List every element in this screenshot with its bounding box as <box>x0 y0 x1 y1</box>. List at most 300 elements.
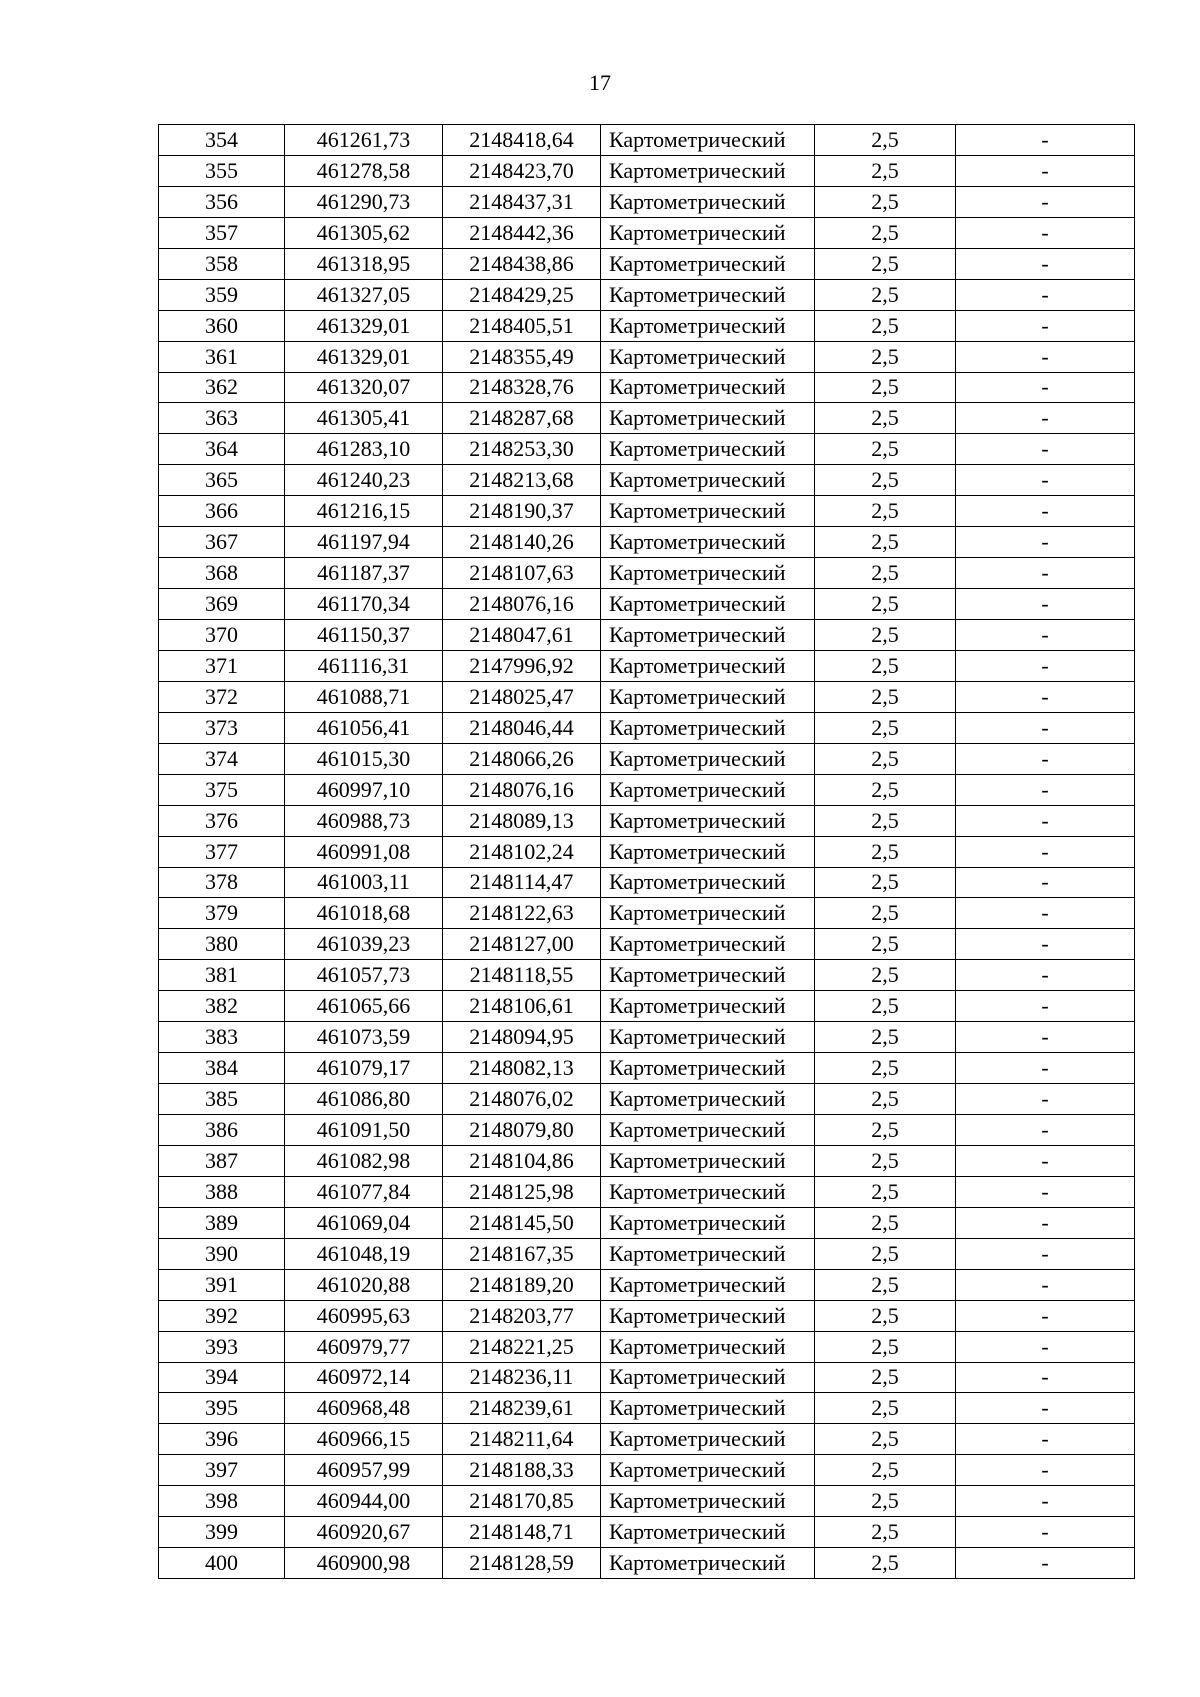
description-cell: - <box>956 496 1135 527</box>
accuracy-cell: 2,5 <box>815 589 956 620</box>
accuracy-cell: 2,5 <box>815 1176 956 1207</box>
accuracy-cell: 2,5 <box>815 1331 956 1362</box>
table-row <box>159 1362 1135 1393</box>
description-cell: - <box>956 1022 1135 1053</box>
table-row <box>159 125 1135 156</box>
x-coordinate-cell: 461329,01 <box>285 310 443 341</box>
accuracy-cell: 2,5 <box>815 1393 956 1424</box>
method-cell: Картометрический <box>601 248 815 279</box>
description-cell: - <box>956 774 1135 805</box>
x-coordinate-cell: 461057,73 <box>285 960 443 991</box>
point-number-cell: 366 <box>159 496 285 527</box>
x-coordinate-cell: 461086,80 <box>285 1084 443 1115</box>
description-cell: - <box>956 1455 1135 1486</box>
table-row <box>159 991 1135 1022</box>
description-cell: - <box>956 1362 1135 1393</box>
x-coordinate-cell: 460995,63 <box>285 1300 443 1331</box>
x-coordinate-cell: 461091,50 <box>285 1115 443 1146</box>
table-row <box>159 1207 1135 1238</box>
table-row <box>159 867 1135 898</box>
accuracy-cell: 2,5 <box>815 372 956 403</box>
table-row <box>159 774 1135 805</box>
accuracy-cell: 2,5 <box>815 867 956 898</box>
point-number-cell: 399 <box>159 1517 285 1548</box>
method-cell: Картометрический <box>601 1053 815 1084</box>
accuracy-cell: 2,5 <box>815 248 956 279</box>
description-cell: - <box>956 279 1135 310</box>
y-coordinate-cell: 2148046,44 <box>443 712 601 743</box>
accuracy-cell: 2,5 <box>815 1207 956 1238</box>
x-coordinate-cell: 461216,15 <box>285 496 443 527</box>
point-number-cell: 394 <box>159 1362 285 1393</box>
table-row <box>159 186 1135 217</box>
x-coordinate-cell: 461318,95 <box>285 248 443 279</box>
description-cell: - <box>956 929 1135 960</box>
accuracy-cell: 2,5 <box>815 310 956 341</box>
y-coordinate-cell: 2148076,02 <box>443 1084 601 1115</box>
x-coordinate-cell: 461020,88 <box>285 1269 443 1300</box>
description-cell: - <box>956 1084 1135 1115</box>
description-cell: - <box>956 1269 1135 1300</box>
x-coordinate-cell: 461320,07 <box>285 372 443 403</box>
y-coordinate-cell: 2148423,70 <box>443 155 601 186</box>
y-coordinate-cell: 2148066,26 <box>443 743 601 774</box>
description-cell: - <box>956 465 1135 496</box>
accuracy-cell: 2,5 <box>815 186 956 217</box>
description-cell: - <box>956 743 1135 774</box>
method-cell: Картометрический <box>601 1115 815 1146</box>
y-coordinate-cell: 2148188,33 <box>443 1455 601 1486</box>
description-cell: - <box>956 186 1135 217</box>
table-row <box>159 1145 1135 1176</box>
x-coordinate-cell: 461261,73 <box>285 125 443 156</box>
description-cell: - <box>956 589 1135 620</box>
accuracy-cell: 2,5 <box>815 805 956 836</box>
description-cell: - <box>956 867 1135 898</box>
description-cell: - <box>956 1145 1135 1176</box>
x-coordinate-cell: 461079,17 <box>285 1053 443 1084</box>
description-cell: - <box>956 1424 1135 1455</box>
description-cell: - <box>956 434 1135 465</box>
y-coordinate-cell: 2148107,63 <box>443 558 601 589</box>
description-cell: - <box>956 372 1135 403</box>
table-row <box>159 960 1135 991</box>
method-cell: Картометрический <box>601 1548 815 1579</box>
y-coordinate-cell: 2148221,25 <box>443 1331 601 1362</box>
method-cell: Картометрический <box>601 898 815 929</box>
method-cell: Картометрический <box>601 310 815 341</box>
point-number-cell: 357 <box>159 217 285 248</box>
y-coordinate-cell: 2148405,51 <box>443 310 601 341</box>
point-number-cell: 371 <box>159 650 285 681</box>
y-coordinate-cell: 2148236,11 <box>443 1362 601 1393</box>
y-coordinate-cell: 2148211,64 <box>443 1424 601 1455</box>
table-row <box>159 681 1135 712</box>
table-row <box>159 527 1135 558</box>
description-cell: - <box>956 1115 1135 1146</box>
method-cell: Картометрический <box>601 496 815 527</box>
accuracy-cell: 2,5 <box>815 620 956 651</box>
y-coordinate-cell: 2148118,55 <box>443 960 601 991</box>
accuracy-cell: 2,5 <box>815 1455 956 1486</box>
x-coordinate-cell: 460966,15 <box>285 1424 443 1455</box>
method-cell: Картометрический <box>601 1486 815 1517</box>
table-row <box>159 929 1135 960</box>
x-coordinate-cell: 461077,84 <box>285 1176 443 1207</box>
description-cell: - <box>956 1393 1135 1424</box>
point-number-cell: 397 <box>159 1455 285 1486</box>
y-coordinate-cell: 2148082,13 <box>443 1053 601 1084</box>
y-coordinate-cell: 2148106,61 <box>443 991 601 1022</box>
method-cell: Картометрический <box>601 1238 815 1269</box>
y-coordinate-cell: 2147996,92 <box>443 650 601 681</box>
x-coordinate-cell: 461003,11 <box>285 867 443 898</box>
accuracy-cell: 2,5 <box>815 774 956 805</box>
description-cell: - <box>956 341 1135 372</box>
point-number-cell: 396 <box>159 1424 285 1455</box>
point-number-cell: 373 <box>159 712 285 743</box>
point-number-cell: 391 <box>159 1269 285 1300</box>
accuracy-cell: 2,5 <box>815 125 956 156</box>
accuracy-cell: 2,5 <box>815 991 956 1022</box>
accuracy-cell: 2,5 <box>815 496 956 527</box>
x-coordinate-cell: 460920,67 <box>285 1517 443 1548</box>
method-cell: Картометрический <box>601 403 815 434</box>
method-cell: Картометрический <box>601 1176 815 1207</box>
method-cell: Картометрический <box>601 712 815 743</box>
point-number-cell: 377 <box>159 836 285 867</box>
y-coordinate-cell: 2148167,35 <box>443 1238 601 1269</box>
method-cell: Картометрический <box>601 527 815 558</box>
x-coordinate-cell: 461278,58 <box>285 155 443 186</box>
method-cell: Картометрический <box>601 1517 815 1548</box>
y-coordinate-cell: 2148190,37 <box>443 496 601 527</box>
point-number-cell: 358 <box>159 248 285 279</box>
x-coordinate-cell: 461283,10 <box>285 434 443 465</box>
table-row <box>159 558 1135 589</box>
table-row <box>159 1486 1135 1517</box>
method-cell: Картометрический <box>601 960 815 991</box>
y-coordinate-cell: 2148429,25 <box>443 279 601 310</box>
y-coordinate-cell: 2148148,71 <box>443 1517 601 1548</box>
point-number-cell: 363 <box>159 403 285 434</box>
x-coordinate-cell: 460972,14 <box>285 1362 443 1393</box>
table-row <box>159 1115 1135 1146</box>
table-row <box>159 836 1135 867</box>
accuracy-cell: 2,5 <box>815 155 956 186</box>
table-row <box>159 1238 1135 1269</box>
table-row <box>159 1176 1135 1207</box>
x-coordinate-cell: 461069,04 <box>285 1207 443 1238</box>
table-row <box>159 1084 1135 1115</box>
point-number-cell: 381 <box>159 960 285 991</box>
method-cell: Картометрический <box>601 1393 815 1424</box>
x-coordinate-cell: 461150,37 <box>285 620 443 651</box>
description-cell: - <box>956 898 1135 929</box>
table-row <box>159 712 1135 743</box>
method-cell: Картометрический <box>601 1362 815 1393</box>
table-row <box>159 434 1135 465</box>
y-coordinate-cell: 2148189,20 <box>443 1269 601 1300</box>
table-row <box>159 248 1135 279</box>
description-cell: - <box>956 1486 1135 1517</box>
description-cell: - <box>956 712 1135 743</box>
description-cell: - <box>956 1176 1135 1207</box>
point-number-cell: 354 <box>159 125 285 156</box>
accuracy-cell: 2,5 <box>815 558 956 589</box>
x-coordinate-cell: 461187,37 <box>285 558 443 589</box>
method-cell: Картометрический <box>601 217 815 248</box>
accuracy-cell: 2,5 <box>815 341 956 372</box>
x-coordinate-cell: 461056,41 <box>285 712 443 743</box>
y-coordinate-cell: 2148076,16 <box>443 589 601 620</box>
accuracy-cell: 2,5 <box>815 650 956 681</box>
table-row <box>159 496 1135 527</box>
description-cell: - <box>956 558 1135 589</box>
point-number-cell: 380 <box>159 929 285 960</box>
description-cell: - <box>956 1331 1135 1362</box>
y-coordinate-cell: 2148076,16 <box>443 774 601 805</box>
method-cell: Картометрический <box>601 650 815 681</box>
point-number-cell: 392 <box>159 1300 285 1331</box>
point-number-cell: 378 <box>159 867 285 898</box>
table-row <box>159 743 1135 774</box>
point-number-cell: 360 <box>159 310 285 341</box>
y-coordinate-cell: 2148437,31 <box>443 186 601 217</box>
description-cell: - <box>956 217 1135 248</box>
method-cell: Картометрический <box>601 155 815 186</box>
y-coordinate-cell: 2148089,13 <box>443 805 601 836</box>
x-coordinate-cell: 460944,00 <box>285 1486 443 1517</box>
method-cell: Картометрический <box>601 743 815 774</box>
description-cell: - <box>956 681 1135 712</box>
table-row <box>159 403 1135 434</box>
accuracy-cell: 2,5 <box>815 898 956 929</box>
description-cell: - <box>956 991 1135 1022</box>
table-row <box>159 310 1135 341</box>
description-cell: - <box>956 960 1135 991</box>
point-number-cell: 382 <box>159 991 285 1022</box>
table-row <box>159 589 1135 620</box>
accuracy-cell: 2,5 <box>815 1517 956 1548</box>
y-coordinate-cell: 2148128,59 <box>443 1548 601 1579</box>
point-number-cell: 369 <box>159 589 285 620</box>
point-number-cell: 364 <box>159 434 285 465</box>
description-cell: - <box>956 805 1135 836</box>
point-number-cell: 368 <box>159 558 285 589</box>
table-row <box>159 341 1135 372</box>
method-cell: Картометрический <box>601 1022 815 1053</box>
y-coordinate-cell: 2148170,85 <box>443 1486 601 1517</box>
point-number-cell: 400 <box>159 1548 285 1579</box>
accuracy-cell: 2,5 <box>815 1548 956 1579</box>
description-cell: - <box>956 310 1135 341</box>
x-coordinate-cell: 461197,94 <box>285 527 443 558</box>
table-row <box>159 898 1135 929</box>
point-number-cell: 361 <box>159 341 285 372</box>
x-coordinate-cell: 461305,62 <box>285 217 443 248</box>
y-coordinate-cell: 2148094,95 <box>443 1022 601 1053</box>
point-number-cell: 365 <box>159 465 285 496</box>
x-coordinate-cell: 460997,10 <box>285 774 443 805</box>
description-cell: - <box>956 1300 1135 1331</box>
accuracy-cell: 2,5 <box>815 434 956 465</box>
point-number-cell: 355 <box>159 155 285 186</box>
accuracy-cell: 2,5 <box>815 712 956 743</box>
y-coordinate-cell: 2148253,30 <box>443 434 601 465</box>
point-number-cell: 386 <box>159 1115 285 1146</box>
method-cell: Картометрический <box>601 465 815 496</box>
table-row <box>159 1517 1135 1548</box>
x-coordinate-cell: 461240,23 <box>285 465 443 496</box>
method-cell: Картометрический <box>601 867 815 898</box>
accuracy-cell: 2,5 <box>815 1238 956 1269</box>
accuracy-cell: 2,5 <box>815 929 956 960</box>
x-coordinate-cell: 461082,98 <box>285 1145 443 1176</box>
method-cell: Картометрический <box>601 929 815 960</box>
accuracy-cell: 2,5 <box>815 1145 956 1176</box>
y-coordinate-cell: 2148442,36 <box>443 217 601 248</box>
table-row <box>159 1455 1135 1486</box>
method-cell: Картометрический <box>601 1331 815 1362</box>
method-cell: Картометрический <box>601 836 815 867</box>
method-cell: Картометрический <box>601 125 815 156</box>
y-coordinate-cell: 2148127,00 <box>443 929 601 960</box>
table-row <box>159 1548 1135 1579</box>
x-coordinate-cell: 461116,31 <box>285 650 443 681</box>
accuracy-cell: 2,5 <box>815 279 956 310</box>
y-coordinate-cell: 2148203,77 <box>443 1300 601 1331</box>
y-coordinate-cell: 2148125,98 <box>443 1176 601 1207</box>
method-cell: Картометрический <box>601 341 815 372</box>
x-coordinate-cell: 460979,77 <box>285 1331 443 1362</box>
y-coordinate-cell: 2148140,26 <box>443 527 601 558</box>
y-coordinate-cell: 2148114,47 <box>443 867 601 898</box>
table-row <box>159 279 1135 310</box>
table-body <box>159 125 1135 1579</box>
y-coordinate-cell: 2148328,76 <box>443 372 601 403</box>
description-cell: - <box>956 620 1135 651</box>
description-cell: - <box>956 836 1135 867</box>
method-cell: Картометрический <box>601 372 815 403</box>
point-number-cell: 389 <box>159 1207 285 1238</box>
accuracy-cell: 2,5 <box>815 465 956 496</box>
y-coordinate-cell: 2148079,80 <box>443 1115 601 1146</box>
point-number-cell: 367 <box>159 527 285 558</box>
table-row <box>159 1393 1135 1424</box>
table-row <box>159 1053 1135 1084</box>
method-cell: Картометрический <box>601 774 815 805</box>
y-coordinate-cell: 2148102,24 <box>443 836 601 867</box>
table-row <box>159 1269 1135 1300</box>
method-cell: Картометрический <box>601 681 815 712</box>
point-number-cell: 384 <box>159 1053 285 1084</box>
accuracy-cell: 2,5 <box>815 836 956 867</box>
description-cell: - <box>956 1053 1135 1084</box>
point-number-cell: 359 <box>159 279 285 310</box>
x-coordinate-cell: 460957,99 <box>285 1455 443 1486</box>
description-cell: - <box>956 155 1135 186</box>
method-cell: Картометрический <box>601 558 815 589</box>
method-cell: Картометрический <box>601 991 815 1022</box>
x-coordinate-cell: 461018,68 <box>285 898 443 929</box>
table-row <box>159 155 1135 186</box>
description-cell: - <box>956 403 1135 434</box>
accuracy-cell: 2,5 <box>815 1300 956 1331</box>
x-coordinate-cell: 460900,98 <box>285 1548 443 1579</box>
method-cell: Картометрический <box>601 1084 815 1115</box>
table-row <box>159 1424 1135 1455</box>
method-cell: Картометрический <box>601 805 815 836</box>
accuracy-cell: 2,5 <box>815 1115 956 1146</box>
description-cell: - <box>956 650 1135 681</box>
page-number: 17 <box>589 70 611 95</box>
y-coordinate-cell: 2148122,63 <box>443 898 601 929</box>
table-row <box>159 650 1135 681</box>
x-coordinate-cell: 461329,01 <box>285 341 443 372</box>
point-number-cell: 379 <box>159 898 285 929</box>
method-cell: Картометрический <box>601 589 815 620</box>
method-cell: Картометрический <box>601 1455 815 1486</box>
point-number-cell: 376 <box>159 805 285 836</box>
accuracy-cell: 2,5 <box>815 960 956 991</box>
coordinates-table <box>158 124 1135 1579</box>
method-cell: Картометрический <box>601 1424 815 1455</box>
point-number-cell: 383 <box>159 1022 285 1053</box>
accuracy-cell: 2,5 <box>815 1362 956 1393</box>
y-coordinate-cell: 2148047,61 <box>443 620 601 651</box>
x-coordinate-cell: 461048,19 <box>285 1238 443 1269</box>
description-cell: - <box>956 1207 1135 1238</box>
method-cell: Картометрический <box>601 279 815 310</box>
method-cell: Картометрический <box>601 1269 815 1300</box>
y-coordinate-cell: 2148438,86 <box>443 248 601 279</box>
y-coordinate-cell: 2148355,49 <box>443 341 601 372</box>
accuracy-cell: 2,5 <box>815 1084 956 1115</box>
description-cell: - <box>956 1548 1135 1579</box>
table-row <box>159 372 1135 403</box>
point-number-cell: 395 <box>159 1393 285 1424</box>
point-number-cell: 388 <box>159 1176 285 1207</box>
x-coordinate-cell: 460988,73 <box>285 805 443 836</box>
description-cell: - <box>956 527 1135 558</box>
x-coordinate-cell: 461170,34 <box>285 589 443 620</box>
y-coordinate-cell: 2148418,64 <box>443 125 601 156</box>
y-coordinate-cell: 2148145,50 <box>443 1207 601 1238</box>
x-coordinate-cell: 461073,59 <box>285 1022 443 1053</box>
method-cell: Картометрический <box>601 1145 815 1176</box>
description-cell: - <box>956 1517 1135 1548</box>
x-coordinate-cell: 460991,08 <box>285 836 443 867</box>
description-cell: - <box>956 248 1135 279</box>
description-cell: - <box>956 1238 1135 1269</box>
accuracy-cell: 2,5 <box>815 217 956 248</box>
point-number-cell: 398 <box>159 1486 285 1517</box>
method-cell: Картометрический <box>601 1300 815 1331</box>
point-number-cell: 356 <box>159 186 285 217</box>
y-coordinate-cell: 2148213,68 <box>443 465 601 496</box>
y-coordinate-cell: 2148239,61 <box>443 1393 601 1424</box>
point-number-cell: 370 <box>159 620 285 651</box>
x-coordinate-cell: 461327,05 <box>285 279 443 310</box>
x-coordinate-cell: 461039,23 <box>285 929 443 960</box>
x-coordinate-cell: 461088,71 <box>285 681 443 712</box>
point-number-cell: 374 <box>159 743 285 774</box>
accuracy-cell: 2,5 <box>815 743 956 774</box>
accuracy-cell: 2,5 <box>815 403 956 434</box>
description-cell: - <box>956 125 1135 156</box>
table-row <box>159 805 1135 836</box>
